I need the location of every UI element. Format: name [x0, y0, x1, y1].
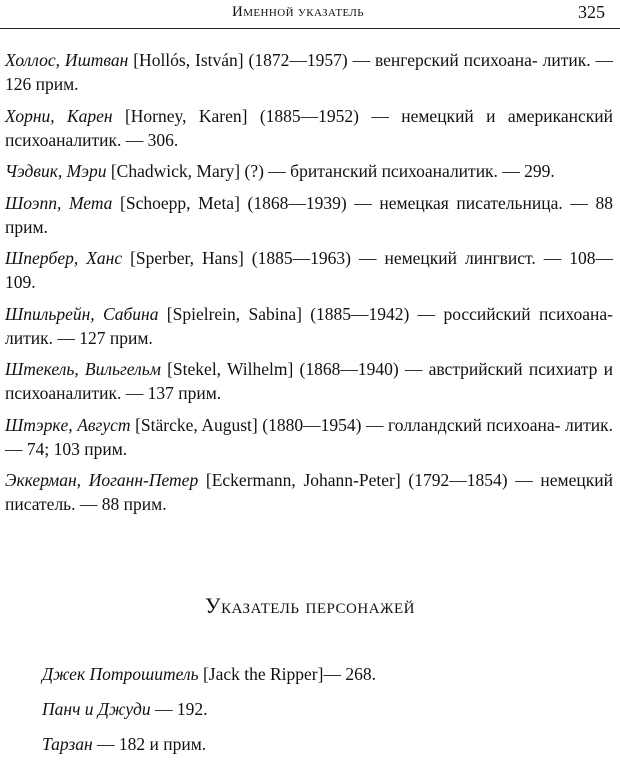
page-number: 325	[578, 2, 605, 22]
entry-name: Холлос, Иштван	[5, 50, 129, 70]
index-entry	[5, 246, 613, 294]
running-header	[0, 0, 620, 30]
character-details: [Jack the Ripper]— 268.	[198, 664, 376, 684]
index-entry	[5, 302, 613, 350]
entry-details: [Chadwick, Mary] (?) — британский психоаналитик. — 299.	[106, 161, 555, 181]
index-entry	[5, 159, 613, 183]
entry-details: [Hollós, István] (1872—1957) — венгерский психоана- литик. — 126 прим.	[5, 50, 613, 94]
index-entry	[5, 104, 613, 152]
entry-details: [Spielrein, Sabina] (1885—1942) — российский психоана- литик. — 127 прим.	[5, 303, 613, 348]
entry-name: Штекель, Вильгельм	[5, 359, 161, 379]
character-entry	[42, 732, 602, 756]
character-details: — 182 и прим.	[92, 734, 207, 754]
entry-details: [Eckermann, Johann-Peter] (1792—1854) — немецкий писатель. — 88 прим.	[5, 470, 613, 514]
character-index-list	[42, 662, 602, 767]
entry-name: Шпильрейн, Сабина	[5, 303, 159, 324]
entry-name: Шпербер, Ханс	[5, 248, 123, 268]
entry-details: [Schoepp, Meta] (1868—1939) — немецкая писательница. — 88 прим.	[5, 192, 613, 237]
index-entry	[5, 191, 613, 239]
entry-details: [Horney, Karen] (1885—1952) — немецкий и американский психоаналитик. — 306.	[5, 105, 613, 150]
index-entry	[5, 413, 613, 461]
entry-details: [Stekel, Wilhelm] (1868—1940) — австрийский психиатр и психоаналитик. — 137 прим.	[5, 359, 613, 403]
entry-name: Эккерман, Иоганн-Петер	[5, 470, 199, 490]
index-entry	[5, 357, 613, 405]
character-name: Панч и Джуди	[42, 699, 151, 719]
index-entry	[5, 48, 613, 96]
entry-details: [Stärcke, August] (1880—1954) — голландский психоана- литик. — 74; 103 прим.	[5, 414, 613, 459]
character-name: Джек Потрошитель	[42, 664, 199, 684]
entry-details: [Sperber, Hans] (1885—1963) — немецкий лингвист. — 108— 109.	[5, 248, 613, 292]
character-entry	[42, 697, 602, 721]
character-name: Тарзан	[42, 734, 93, 754]
header-rule	[0, 28, 620, 29]
entry-name: Хорни, Карен	[5, 105, 113, 126]
name-index-list	[5, 48, 613, 524]
header-title: Именной указатель	[232, 4, 365, 20]
character-details: — 192.	[150, 699, 208, 719]
index-entry	[5, 468, 613, 516]
section-title: Указатель персонажей	[205, 593, 415, 618]
entry-name: Штэркe, Август	[5, 414, 131, 435]
entry-name: Чэдвик, Мэри	[5, 161, 107, 181]
character-entry	[42, 662, 602, 686]
entry-name: Шоэпп, Мета	[5, 192, 113, 213]
